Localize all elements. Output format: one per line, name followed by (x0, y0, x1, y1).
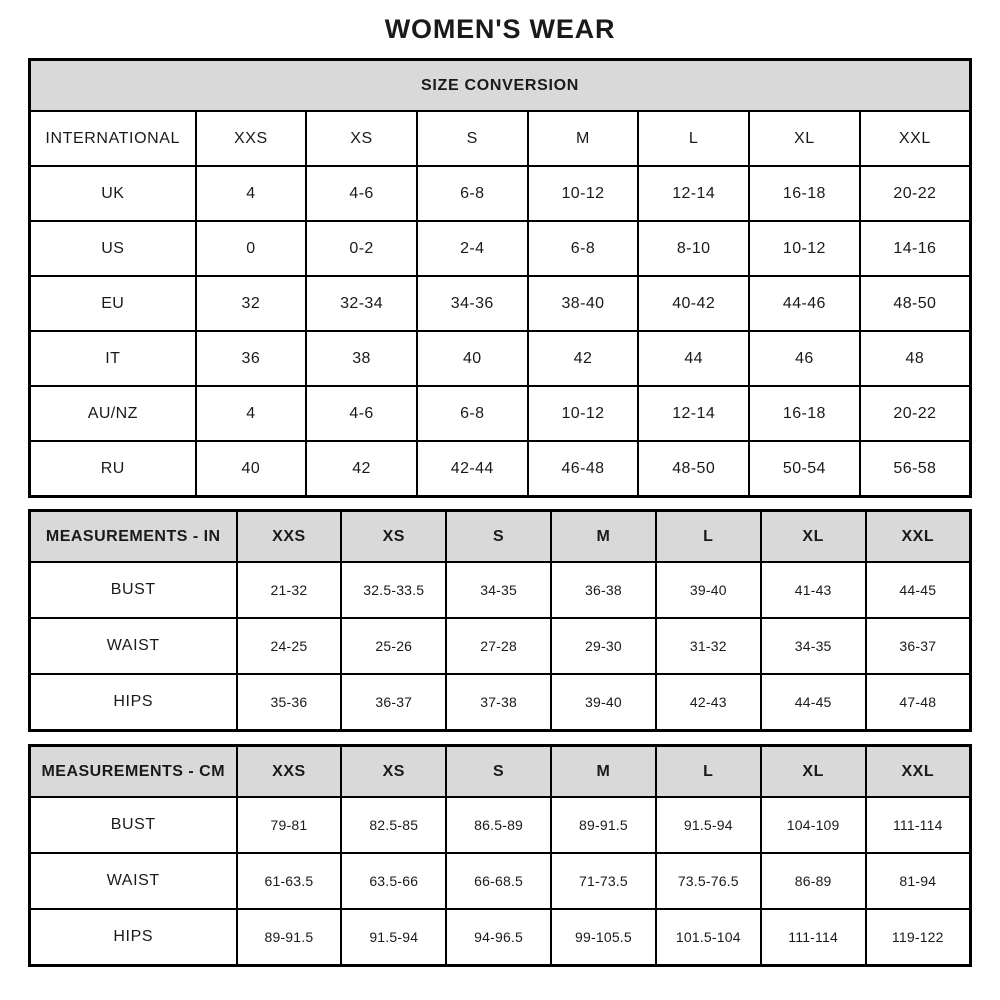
value-cell: 39-40 (656, 562, 761, 618)
measurements-in-size-header-m: M (551, 511, 656, 563)
value-cell: 111-114 (761, 909, 866, 966)
measurements-in-label-header: MEASUREMENTS - IN (30, 511, 237, 563)
value-cell: 89-91.5 (237, 909, 342, 966)
measurements-in-size-header-xs: XS (341, 511, 446, 563)
value-cell: 16-18 (749, 386, 860, 441)
value-cell: 36-37 (341, 674, 446, 731)
value-cell: 21-32 (237, 562, 342, 618)
measurements-cm-size-header-xs: XS (341, 746, 446, 798)
value-cell: 8-10 (638, 221, 749, 276)
size-conversion-size-header-xxl: XXL (860, 111, 971, 166)
value-cell: 39-40 (551, 674, 656, 731)
value-cell: 24-25 (237, 618, 342, 674)
value-cell: 61-63.5 (237, 853, 342, 909)
value-cell: 37-38 (446, 674, 551, 731)
measurements-cm-size-header-m: M (551, 746, 656, 798)
value-cell: 4-6 (306, 386, 417, 441)
page-title: WOMEN'S WEAR (384, 14, 616, 44)
size-conversion-row-us (30, 221, 971, 276)
value-cell: 86.5-89 (446, 797, 551, 853)
row-label: BUST (30, 562, 237, 618)
size-conversion-size-header-m: M (528, 111, 639, 166)
value-cell: 42-43 (656, 674, 761, 731)
value-cell: 63.5-66 (341, 853, 446, 909)
value-cell: 111-114 (866, 797, 971, 853)
size-conversion-row-ru (30, 441, 971, 497)
value-cell: 34-36 (417, 276, 528, 331)
measurements-in-size-header-xl: XL (761, 511, 866, 563)
row-label: WAIST (30, 618, 237, 674)
size-conversion-size-header-xs: XS (306, 111, 417, 166)
value-cell: 4 (196, 386, 307, 441)
value-cell: 31-32 (656, 618, 761, 674)
value-cell: 48-50 (638, 441, 749, 497)
value-cell: 38-40 (528, 276, 639, 331)
value-cell: 10-12 (749, 221, 860, 276)
size-conversion-table (28, 58, 972, 498)
size-conversion-row-eu (30, 276, 971, 331)
size-conversion-size-header-xl: XL (749, 111, 860, 166)
row-label: RU (30, 441, 196, 497)
measurements-in-row-waist (30, 618, 971, 674)
value-cell: 4-6 (306, 166, 417, 221)
value-cell: 29-30 (551, 618, 656, 674)
size-conversion-banner: SIZE CONVERSION (30, 60, 971, 112)
value-cell: 14-16 (860, 221, 971, 276)
value-cell: 91.5-94 (656, 797, 761, 853)
size-conversion-row-it (30, 331, 971, 386)
size-conversion-row-uk (30, 166, 971, 221)
value-cell: 44-46 (749, 276, 860, 331)
value-cell: 46-48 (528, 441, 639, 497)
size-conversion-row-au-nz (30, 386, 971, 441)
measurements-cm-size-header-l: L (656, 746, 761, 798)
row-label: EU (30, 276, 196, 331)
measurements-cm-size-header-xl: XL (761, 746, 866, 798)
value-cell: 0 (196, 221, 307, 276)
value-cell: 10-12 (528, 386, 639, 441)
measurements-in-table (28, 509, 972, 732)
value-cell: 56-58 (860, 441, 971, 497)
value-cell: 46 (749, 331, 860, 386)
size-conversion-label-header: INTERNATIONAL (30, 111, 196, 166)
value-cell: 44-45 (761, 674, 866, 731)
value-cell: 119-122 (866, 909, 971, 966)
value-cell: 99-105.5 (551, 909, 656, 966)
value-cell: 82.5-85 (341, 797, 446, 853)
value-cell: 89-91.5 (551, 797, 656, 853)
value-cell: 48-50 (860, 276, 971, 331)
value-cell: 32-34 (306, 276, 417, 331)
value-cell: 41-43 (761, 562, 866, 618)
value-cell: 6-8 (528, 221, 639, 276)
value-cell: 104-109 (761, 797, 866, 853)
value-cell: 40 (417, 331, 528, 386)
measurements-cm-size-header-xxl: XXL (866, 746, 971, 798)
value-cell: 2-4 (417, 221, 528, 276)
size-conversion-banner-row (30, 60, 971, 112)
value-cell: 40 (196, 441, 307, 497)
value-cell: 34-35 (761, 618, 866, 674)
measurements-cm-size-header-s: S (446, 746, 551, 798)
value-cell: 4 (196, 166, 307, 221)
value-cell: 86-89 (761, 853, 866, 909)
measurements-cm-row-waist (30, 853, 971, 909)
measurements-in-header-row (30, 511, 971, 563)
value-cell: 48 (860, 331, 971, 386)
row-label: AU/NZ (30, 386, 196, 441)
value-cell: 6-8 (417, 166, 528, 221)
value-cell: 66-68.5 (446, 853, 551, 909)
measurements-cm-table (28, 744, 972, 967)
value-cell: 0-2 (306, 221, 417, 276)
value-cell: 32 (196, 276, 307, 331)
value-cell: 94-96.5 (446, 909, 551, 966)
size-conversion-size-header-s: S (417, 111, 528, 166)
measurements-in-row-hips (30, 674, 971, 731)
measurements-cm-header-row (30, 746, 971, 798)
row-label: HIPS (30, 909, 237, 966)
value-cell: 42 (306, 441, 417, 497)
value-cell: 44-45 (866, 562, 971, 618)
measurements-in-row-bust (30, 562, 971, 618)
row-label: HIPS (30, 674, 237, 731)
value-cell: 91.5-94 (341, 909, 446, 966)
value-cell: 50-54 (749, 441, 860, 497)
value-cell: 20-22 (860, 166, 971, 221)
measurements-in-size-header-l: L (656, 511, 761, 563)
value-cell: 71-73.5 (551, 853, 656, 909)
measurements-cm-size-header-xxs: XXS (237, 746, 342, 798)
row-label: US (30, 221, 196, 276)
tables-container (0, 58, 1000, 967)
size-conversion-header-row (30, 111, 971, 166)
size-conversion-size-header-xxs: XXS (196, 111, 307, 166)
measurements-cm-row-bust (30, 797, 971, 853)
value-cell: 38 (306, 331, 417, 386)
row-label: BUST (30, 797, 237, 853)
value-cell: 25-26 (341, 618, 446, 674)
value-cell: 35-36 (237, 674, 342, 731)
size-conversion-size-header-l: L (638, 111, 749, 166)
value-cell: 36-38 (551, 562, 656, 618)
measurements-in-size-header-xxs: XXS (237, 511, 342, 563)
value-cell: 42 (528, 331, 639, 386)
value-cell: 101.5-104 (656, 909, 761, 966)
value-cell: 27-28 (446, 618, 551, 674)
value-cell: 32.5-33.5 (341, 562, 446, 618)
measurements-cm-row-hips (30, 909, 971, 966)
value-cell: 79-81 (237, 797, 342, 853)
value-cell: 73.5-76.5 (656, 853, 761, 909)
row-label: UK (30, 166, 196, 221)
value-cell: 36 (196, 331, 307, 386)
value-cell: 40-42 (638, 276, 749, 331)
value-cell: 81-94 (866, 853, 971, 909)
value-cell: 10-12 (528, 166, 639, 221)
measurements-in-size-header-s: S (446, 511, 551, 563)
value-cell: 12-14 (638, 386, 749, 441)
row-label: WAIST (30, 853, 237, 909)
value-cell: 34-35 (446, 562, 551, 618)
measurements-in-size-header-xxl: XXL (866, 511, 971, 563)
row-label: IT (30, 331, 196, 386)
value-cell: 20-22 (860, 386, 971, 441)
value-cell: 42-44 (417, 441, 528, 497)
value-cell: 44 (638, 331, 749, 386)
value-cell: 47-48 (866, 674, 971, 731)
value-cell: 6-8 (417, 386, 528, 441)
measurements-cm-label-header: MEASUREMENTS - CM (30, 746, 237, 798)
value-cell: 36-37 (866, 618, 971, 674)
value-cell: 12-14 (638, 166, 749, 221)
value-cell: 16-18 (749, 166, 860, 221)
